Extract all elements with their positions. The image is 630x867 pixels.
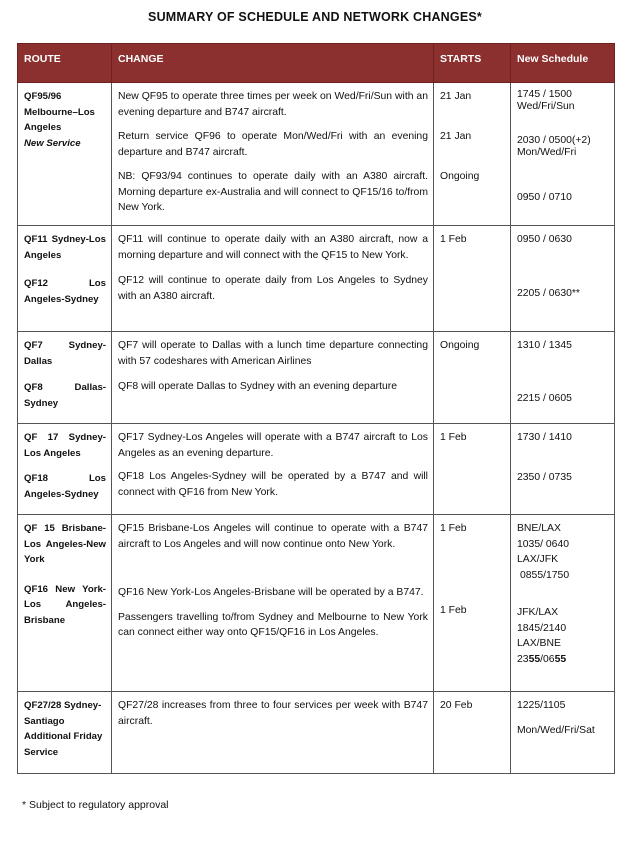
change-text: QF7 will operate to Dallas with a lunch time departure connecting with 57 codeshares with American Airlines — [118, 340, 428, 367]
table-row — [18, 692, 615, 774]
route-name: QF18 Los Angeles-Sydney — [24, 473, 106, 500]
change-cell — [112, 226, 434, 332]
schedule-time: 1035/ 0640 — [517, 538, 570, 550]
schedule-time: 0950 / 0710 — [517, 192, 572, 203]
schedule-days: Mon/Wed/Fri/Sat — [517, 724, 595, 736]
schedule-days: Wed/Fri/Sun — [517, 101, 575, 112]
route-name: QF8 Dallas-Sydney — [24, 382, 106, 409]
table-row — [18, 332, 615, 424]
starts-cell — [434, 515, 511, 692]
route-name: QF 15 Brisbane-Los Angeles-New York — [24, 523, 106, 565]
start-date: 21 Jan — [440, 91, 472, 102]
change-text: Passengers travelling to/from Sydney and Melbourne to New York can connect either way onto QF15/QF16 in Los Angeles. — [118, 611, 428, 638]
route-name: QF95/96 Melbourne–Los Angeles — [24, 91, 95, 133]
change-text: QF16 New York-Los Angeles-Brisbane will be operated by a B747. — [118, 587, 424, 598]
starts-cell — [434, 226, 511, 332]
change-text: QF15 Brisbane-Los Angeles will continue to operate with a B747 aircraft to Los Angeles and will now continue onto New York. — [118, 523, 428, 550]
schedule-time: 0950 / 0630 — [517, 234, 572, 245]
starts-cell — [434, 692, 511, 774]
header-change: CHANGE — [112, 44, 434, 83]
schedule-time: 2030 / 0500(+2) — [517, 135, 591, 146]
route-note: New Service — [24, 137, 81, 149]
start-date: 1 Feb — [440, 432, 467, 443]
route-cell — [18, 424, 112, 515]
change-text: QF17 Sydney-Los Angeles will operate with a B747 aircraft to Los Angeles as an evening departure. — [118, 432, 428, 459]
schedule-time: 1310 / 1345 — [517, 340, 572, 351]
schedule-airports: LAX/BNE — [517, 638, 561, 649]
schedule-airports: JFK/LAX — [517, 607, 558, 618]
route-name: QF12 Los Angeles-Sydney — [24, 278, 106, 305]
change-text: QF11 will continue to operate daily with an A380 aircraft, now a morning departure and will connect with the QF15 to New York. — [118, 234, 428, 261]
change-cell — [112, 692, 434, 774]
schedule-time-part: 55 — [554, 653, 567, 665]
change-cell — [112, 515, 434, 692]
route-cell — [18, 692, 112, 774]
starts-cell — [434, 83, 511, 226]
start-date: 20 Feb — [440, 700, 473, 711]
change-text: QF27/28 increases from three to four services per week with B747 aircraft. — [118, 700, 428, 727]
route-name: QF7 Sydney-Dallas — [24, 340, 106, 367]
change-cell — [112, 424, 434, 515]
page-title: SUMMARY OF SCHEDULE AND NETWORK CHANGES* — [148, 10, 482, 24]
schedule-time-part: 23 — [517, 653, 529, 665]
schedule-time: 2205 / 0630** — [517, 287, 580, 299]
route-cell — [18, 226, 112, 332]
route-name: QF27/28 Sydney-Santiago Additional Friday Service — [24, 700, 103, 758]
schedule-table — [17, 43, 615, 774]
route-cell — [18, 515, 112, 692]
header-new-schedule: New Schedule — [511, 44, 615, 83]
schedule-time: 2350 / 0735 — [517, 471, 572, 483]
schedule-days: Mon/Wed/Fri — [517, 147, 577, 158]
footnote: * Subject to regulatory approval — [22, 799, 169, 811]
schedule-time — [517, 652, 609, 668]
start-date: Ongoing — [440, 340, 480, 351]
header-route: ROUTE — [18, 44, 112, 83]
schedule-cell — [511, 424, 615, 515]
schedule-cell — [511, 515, 615, 692]
schedule-time: 1745 / 1500 — [517, 89, 572, 100]
change-cell — [112, 83, 434, 226]
start-date: 1 Feb — [440, 234, 467, 245]
route-name: QF11 Sydney-Los Angeles — [24, 234, 106, 261]
change-text: QF18 Los Angeles-Sydney will be operated by a B747 and will connect with QF16 from New York. — [118, 471, 428, 498]
schedule-cell — [511, 332, 615, 424]
schedule-time-part: /06 — [540, 653, 555, 665]
change-text: QF8 will operate Dallas to Sydney with an evening departure — [118, 381, 397, 392]
table-row — [18, 424, 615, 515]
start-date: 1 Feb — [440, 604, 467, 616]
route-name: QF 17 Sydney-Los Angeles — [24, 432, 106, 459]
schedule-time: 2215 / 0605 — [517, 392, 572, 404]
schedule-cell — [511, 226, 615, 332]
change-text: NB: QF93/94 continues to operate daily with an A380 aircraft. Morning departure ex-Australia and will connect to QF15/16 to/from New York. — [118, 171, 428, 213]
table-row — [18, 83, 615, 226]
start-date: Ongoing — [440, 171, 480, 182]
schedule-cell — [511, 692, 615, 774]
schedule-time: 1730 / 1410 — [517, 432, 572, 443]
schedule-airports: BNE/LAX — [517, 523, 561, 534]
starts-cell — [434, 332, 511, 424]
schedule-time: 1845/2140 — [517, 622, 567, 634]
change-text: QF12 will continue to operate daily from Los Angeles to Sydney with an A380 aircraft. — [118, 275, 428, 302]
route-cell — [18, 332, 112, 424]
route-name: QF16 New York-Los Angeles-Brisbane — [24, 583, 106, 626]
table-header-row — [18, 44, 615, 83]
schedule-time: 1225/1105 — [517, 700, 566, 711]
start-date: 1 Feb — [440, 523, 467, 534]
schedule-time: 0855/1750 — [520, 569, 570, 581]
table-row — [18, 226, 615, 332]
route-cell — [18, 83, 112, 226]
change-text: New QF95 to operate three times per week on Wed/Fri/Sun with an evening departure and B747 aircraft. — [118, 91, 428, 118]
schedule-airports: LAX/JFK — [517, 554, 558, 565]
start-date: 21 Jan — [440, 130, 472, 142]
schedule-time-part: 55 — [528, 653, 541, 665]
change-text: Return service QF96 to operate Mon/Wed/Fri with an evening departure and B747 aircraft. — [118, 131, 428, 158]
change-cell — [112, 332, 434, 424]
table-row — [18, 515, 615, 692]
schedule-cell — [511, 83, 615, 226]
starts-cell — [434, 424, 511, 515]
header-starts: STARTS — [434, 44, 511, 83]
